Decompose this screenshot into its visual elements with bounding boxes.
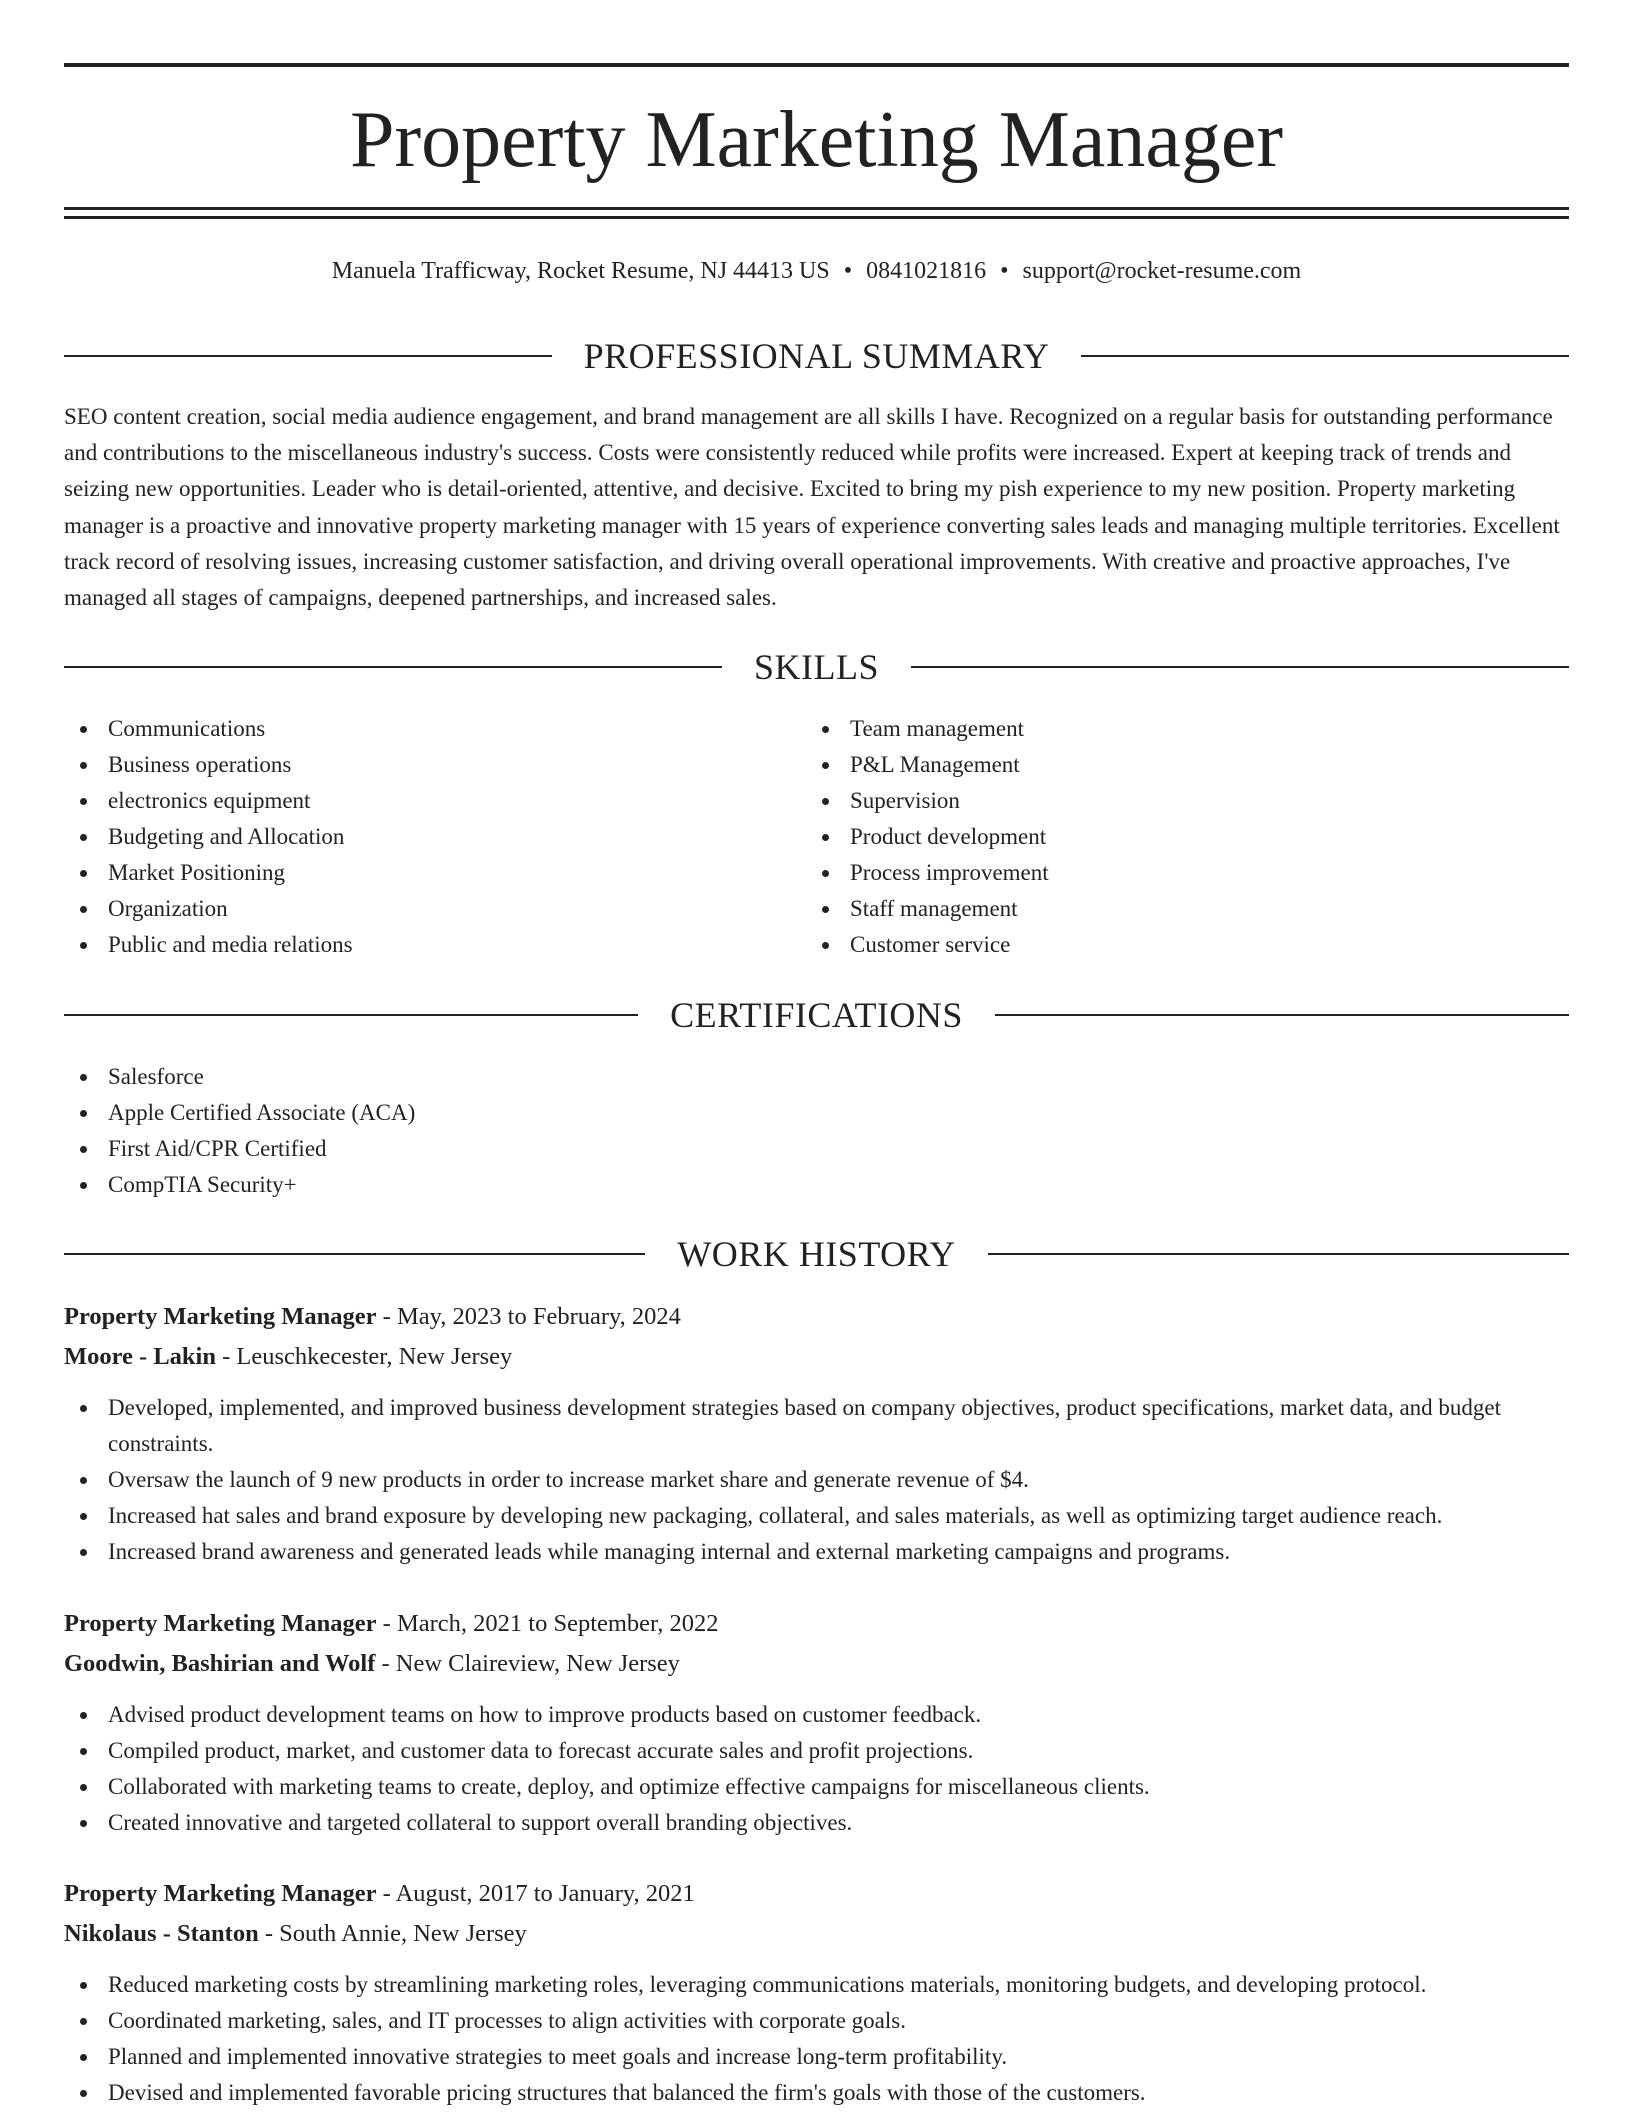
skill-item: P&L Management: [806, 747, 1566, 783]
contact-email: support@rocket-resume.com: [1022, 258, 1302, 284]
job-bullet: Oversaw the launch of 9 new products in order to increase market share and generate revenue of $4.: [64, 1462, 1569, 1498]
certification-item: Apple Certified Associate (ACA): [64, 1095, 1064, 1131]
skill-item: Business operations: [64, 747, 764, 783]
job-dates: - August, 2017 to January, 2021: [376, 1880, 695, 1907]
job-bullet: Reduced marketing costs by streamlining marketing roles, leveraging communications materials, monitoring budgets, and developing protocol.: [64, 1967, 1569, 2003]
skills-list-right: [806, 711, 1566, 963]
section-title: CERTIFICATIONS: [670, 995, 963, 1035]
job-company-line: [64, 1644, 1569, 1684]
job-title: Property Marketing Manager: [64, 1880, 377, 1907]
job-entry: [64, 1297, 1569, 1570]
job-company: Moore - Lakin: [64, 1343, 216, 1370]
contact-address: Manuela Trafficway, Rocket Resume, NJ 44413 US: [331, 258, 830, 284]
job-bullets: [64, 1697, 1569, 1841]
skills-list-left: [64, 711, 764, 963]
section-heading-certifications: [64, 993, 1569, 1037]
job-location: - South Annie, New Jersey: [258, 1920, 527, 1947]
section-title: PROFESSIONAL SUMMARY: [583, 336, 1050, 376]
heading-rule-right: [988, 1253, 1569, 1255]
section-heading-work-history: [64, 1232, 1569, 1276]
heading-rule-right: [995, 1014, 1569, 1016]
job-title-line: [64, 1604, 1569, 1644]
heading-rule-right: [911, 666, 1569, 668]
skill-item: Staff management: [806, 891, 1566, 927]
heading-rule-left: [64, 355, 552, 357]
skill-item: Product development: [806, 819, 1566, 855]
skill-item: Customer service: [806, 927, 1566, 963]
job-entry: [64, 1874, 1569, 2111]
job-location: - New Claireview, New Jersey: [375, 1650, 680, 1677]
section-heading-skills: [64, 645, 1569, 689]
job-company: Nikolaus - Stanton: [64, 1920, 259, 1947]
job-title-line: [64, 1874, 1569, 1914]
certification-item: CompTIA Security+: [64, 1167, 1064, 1203]
skill-item: Budgeting and Allocation: [64, 819, 764, 855]
skill-item: Communications: [64, 711, 764, 747]
job-bullet: Increased brand awareness and generated leads while managing internal and external marketing campaigns and programs.: [64, 1534, 1569, 1570]
heading-rule-right: [1081, 355, 1569, 357]
skill-item: electronics equipment: [64, 783, 764, 819]
top-rule: [64, 63, 1569, 67]
job-dates: - May, 2023 to February, 2024: [376, 1303, 681, 1330]
job-bullet: Compiled product, market, and customer data to forecast accurate sales and profit projections.: [64, 1733, 1569, 1769]
job-entry: [64, 1604, 1569, 1841]
job-bullet: Increased hat sales and brand exposure by developing new packaging, collateral, and sales materials, as well as optimizing target audience reach.: [64, 1498, 1569, 1534]
title-rule-lower: [64, 216, 1569, 219]
skill-item: Organization: [64, 891, 764, 927]
job-bullet: Developed, implemented, and improved business development strategies based on company objectives, product specifications, market data, and budget constraints.: [64, 1390, 1569, 1462]
skill-item: Public and media relations: [64, 927, 764, 963]
job-bullet: Advised product development teams on how to improve products based on customer feedback.: [64, 1697, 1569, 1733]
section-heading-summary: [64, 334, 1569, 378]
job-bullets: [64, 1390, 1569, 1570]
resume-title: Property Marketing Manager: [349, 96, 1284, 184]
job-bullets: [64, 1967, 1569, 2111]
job-bullet: Coordinated marketing, sales, and IT processes to align activities with corporate goals.: [64, 2003, 1569, 2039]
job-title-line: [64, 1297, 1569, 1337]
job-bullet: Created innovative and targeted collateral to support overall branding objectives.: [64, 1805, 1569, 1841]
job-title: Property Marketing Manager: [64, 1610, 377, 1637]
title-rule-upper: [64, 207, 1569, 210]
skill-item: Supervision: [806, 783, 1566, 819]
skill-item: Process improvement: [806, 855, 1566, 891]
job-company: Goodwin, Bashirian and Wolf: [64, 1650, 376, 1677]
heading-rule-left: [64, 1014, 638, 1016]
summary-paragraph: SEO content creation, social media audience engagement, and brand management are all skills I have. Recognized on a regular basis for outstanding performance and contributions to the miscellaneous industry's success. Costs were consistently reduced while profits were increased. Expert at keeping track of trends and seizing new opportunities. Leader who is detail-oriented, attentive, and decisive. Excited to bring my pish experience to my new position. Property marketing manager is a proactive and innovative property marketing manager with 15 years of experience converting sales leads and managing multiple territories. Excellent track record of resolving issues, increasing customer satisfaction, and driving overall operational improvements. With creative and proactive approaches, I've managed all stages of campaigns, deepened partnerships, and increased sales.: [64, 404, 1560, 611]
job-dates: - March, 2021 to September, 2022: [376, 1610, 719, 1637]
job-bullet: Collaborated with marketing teams to create, deploy, and optimize effective campaigns for miscellaneous clients.: [64, 1769, 1569, 1805]
contact-separator: •: [1000, 258, 1009, 284]
contact-phone: 0841021816: [866, 258, 987, 284]
section-title: WORK HISTORY: [677, 1234, 956, 1274]
contact-separator: •: [843, 258, 853, 284]
job-bullet: Planned and implemented innovative strategies to meet goals and increase long-term profitability.: [64, 2039, 1569, 2075]
job-bullet: Devised and implemented favorable pricing structures that balanced the firm's goals with those of the customers.: [64, 2075, 1569, 2111]
heading-rule-left: [64, 666, 722, 668]
contact-line: [64, 255, 1569, 287]
job-company-line: [64, 1914, 1569, 1954]
section-title: SKILLS: [754, 647, 880, 687]
job-company-line: [64, 1337, 1569, 1377]
skill-item: Team management: [806, 711, 1566, 747]
job-title: Property Marketing Manager: [64, 1303, 377, 1330]
certification-item: Salesforce: [64, 1059, 1064, 1095]
certification-item: First Aid/CPR Certified: [64, 1131, 1064, 1167]
certifications-list: [64, 1059, 1064, 1203]
job-location: - Leuschkecester, New Jersey: [216, 1343, 513, 1370]
skill-item: Market Positioning: [64, 855, 764, 891]
heading-rule-left: [64, 1253, 645, 1255]
